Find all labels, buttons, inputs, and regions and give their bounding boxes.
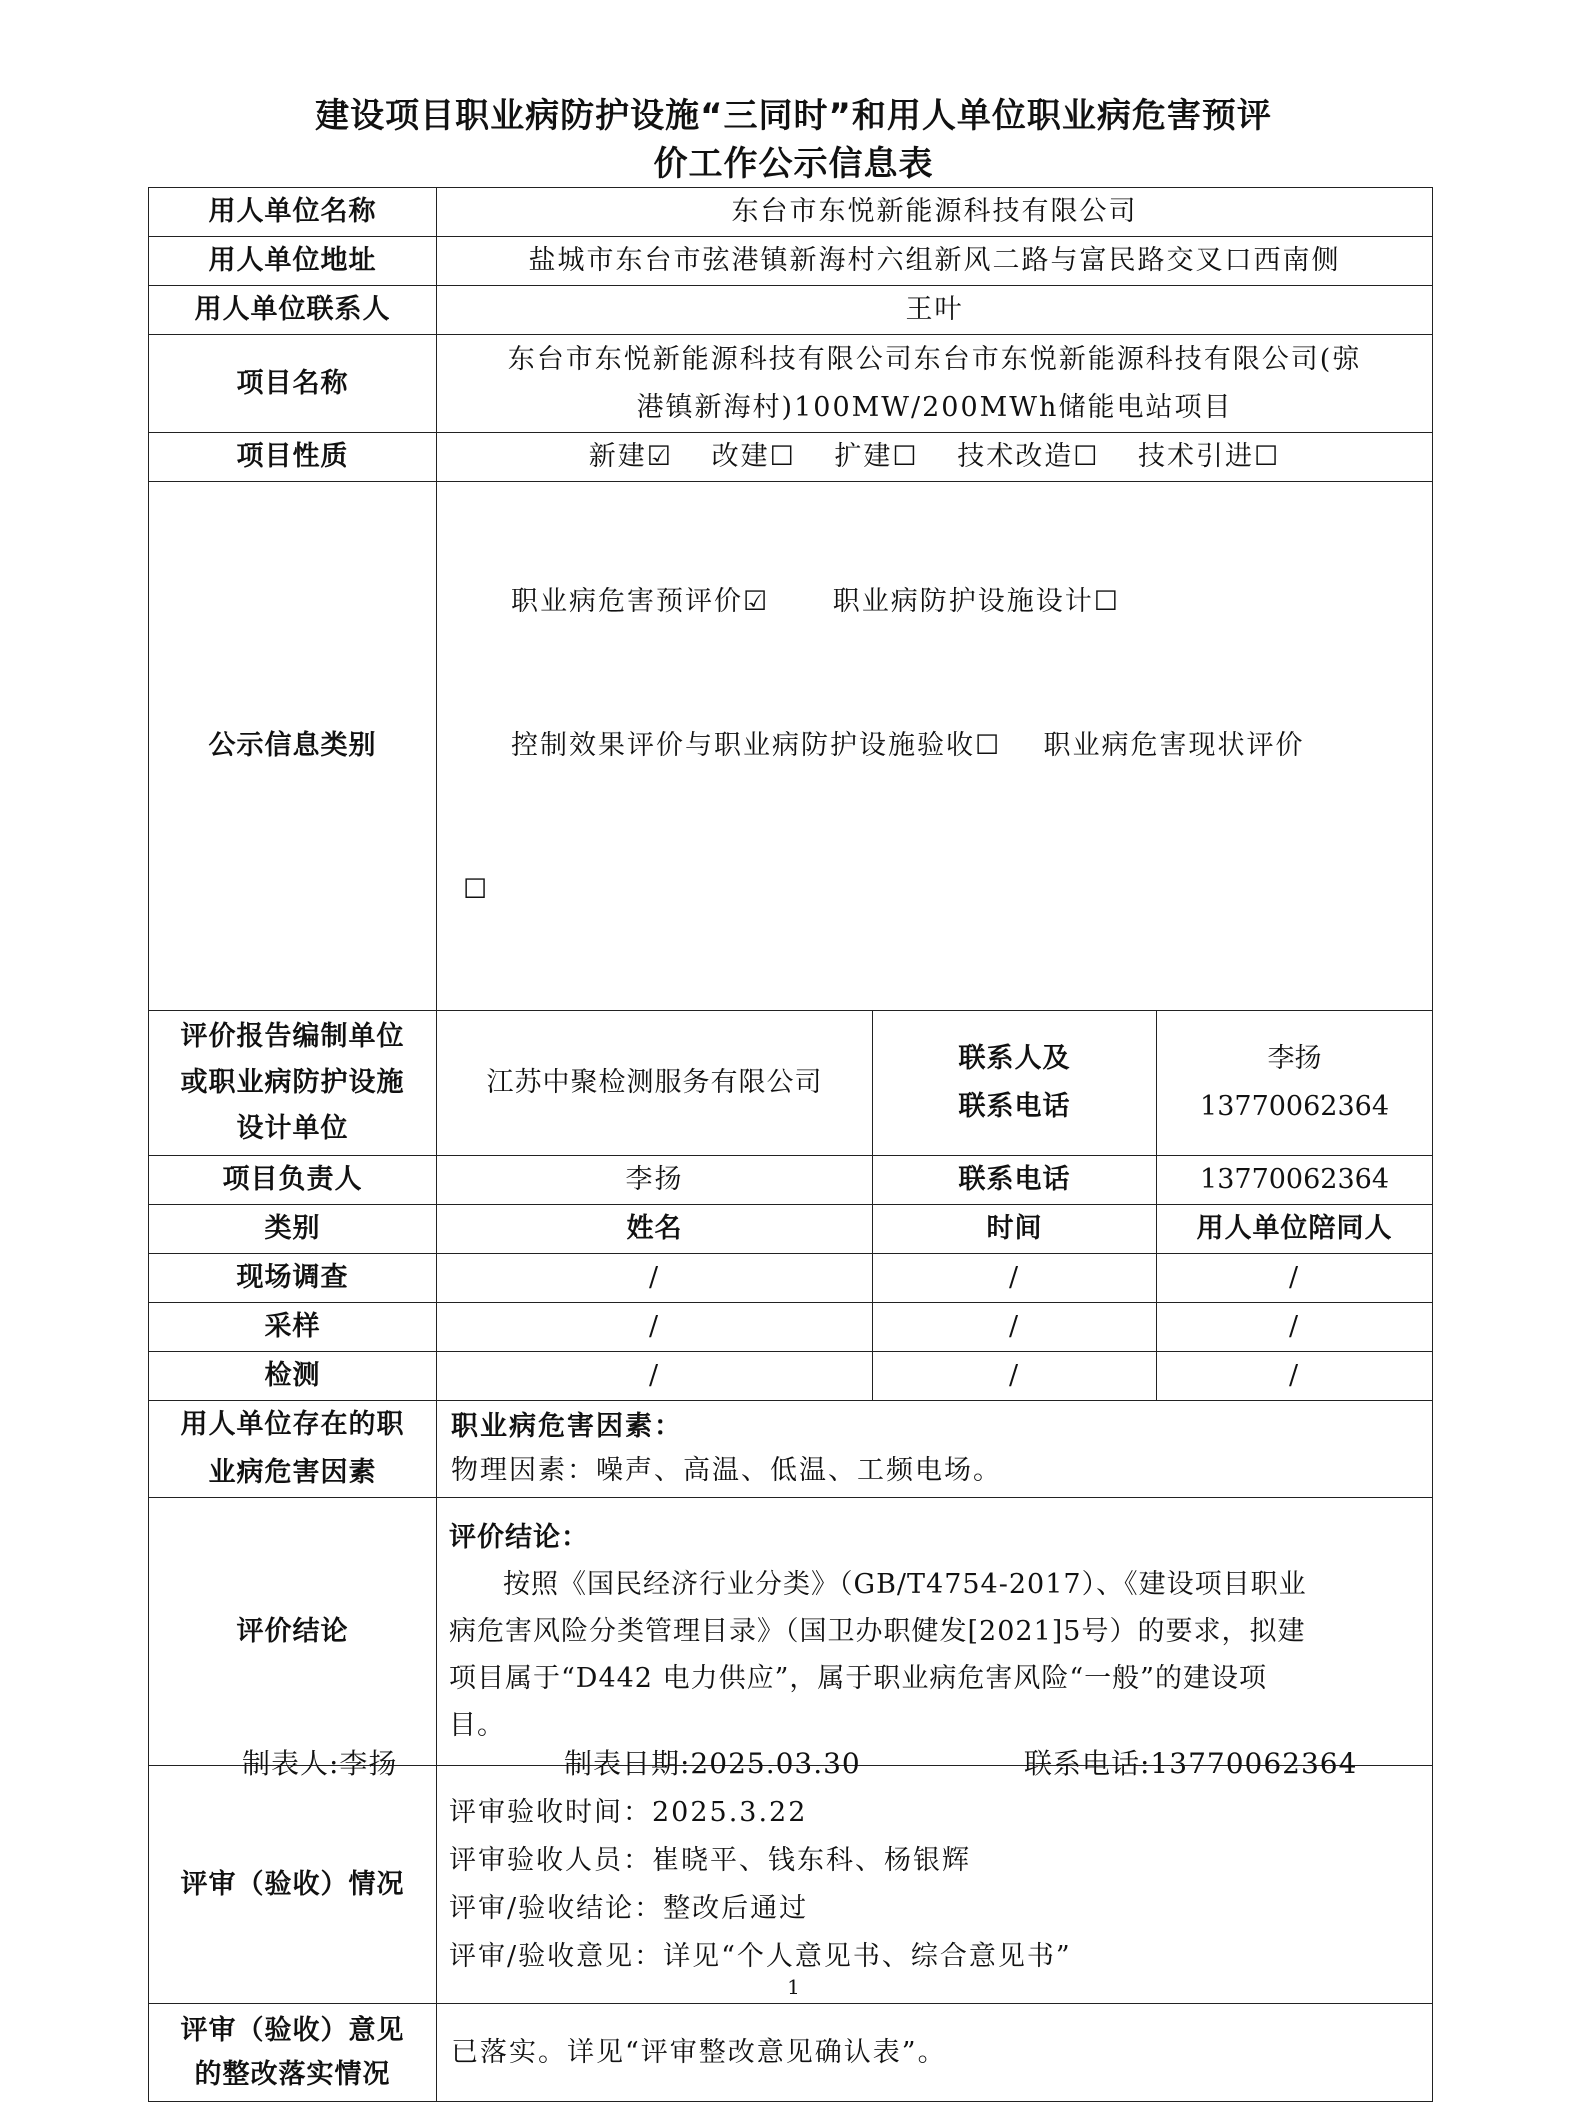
document-title <box>0 92 1587 188</box>
project-name-label: 项目名称 <box>149 335 437 433</box>
activity-companion: / <box>1157 1303 1433 1352</box>
title-line-1: 建设项目职业病防护设施“三同时”和用人单位职业病危害预评 <box>315 96 1272 136</box>
table-row <box>149 1303 1433 1352</box>
conclusion-value <box>437 1498 1433 1766</box>
info-table <box>148 187 1433 2102</box>
rectification-label-line-1: 评审（验收）意见 <box>180 2014 405 2046</box>
activity-time: / <box>873 1254 1157 1303</box>
report-contact-phone: 13770062364 <box>1200 1091 1389 1122</box>
employer-contact-label: 用人单位联系人 <box>149 286 437 335</box>
project-nature-label: 项目性质 <box>149 433 437 482</box>
review-label: 评审（验收）情况 <box>149 1766 437 2004</box>
title-line-2: 价工作公示信息表 <box>653 144 934 184</box>
activity-col-category: 类别 <box>149 1205 437 1254</box>
hazards-text: 物理因素：噪声、高温、低温、工频电场。 <box>451 1455 1002 1486</box>
row-employer-address <box>149 237 1433 286</box>
table-row <box>149 1254 1433 1303</box>
project-lead-phone: 13770062364 <box>1157 1156 1433 1205</box>
review-line-3: 评审/验收结论：整改后通过 <box>449 1892 809 1924</box>
rectification-label-line-2: 的整改落实情况 <box>194 2058 391 2090</box>
activity-label: 检测 <box>149 1352 437 1401</box>
hazards-label-line-1: 用人单位存在的职 <box>180 1409 405 1440</box>
activity-name: / <box>437 1352 873 1401</box>
activity-companion: / <box>1157 1254 1433 1303</box>
employer-address-value: 盐城市东台市弦港镇新海村六组新风二路与富民路交叉口西南侧 <box>437 237 1433 286</box>
nature-option-rebuild: 改建☐ <box>711 441 796 472</box>
info-category-line-1: 职业病危害预评价☑ 职业病防护设施设计☐ <box>511 586 1120 617</box>
row-project-lead <box>149 1156 1433 1205</box>
review-value <box>437 1766 1433 2004</box>
project-name-value <box>437 335 1433 433</box>
info-category-line-2: 控制效果评价与职业病防护设施验收☐ 职业病危害现状评价 <box>511 730 1305 761</box>
row-info-category <box>149 482 1433 1011</box>
nature-option-new: 新建☑ <box>588 441 673 472</box>
project-nature-options <box>437 433 1433 482</box>
review-line-4: 评审/验收意见：详见“个人意见书、综合意见书” <box>449 1940 1072 1972</box>
employer-address-label: 用人单位地址 <box>149 237 437 286</box>
activity-time: / <box>873 1352 1157 1401</box>
hazards-label-line-2: 业病危害因素 <box>208 1457 377 1488</box>
report-contact-value <box>1157 1011 1433 1156</box>
rectification-value: 已落实。详见“评审整改意见确认表”。 <box>437 2004 1433 2102</box>
row-report-unit <box>149 1011 1433 1156</box>
project-lead-phone-label: 联系电话 <box>873 1156 1157 1205</box>
row-project-name <box>149 335 1433 433</box>
footer-date: 制表日期:2025.03.30 <box>564 1747 861 1780</box>
report-unit-label-line-3: 设计单位 <box>236 1113 349 1144</box>
row-rectification <box>149 2004 1433 2102</box>
conclusion-line-3: 项目属于“D442 电力供应”，属于职业病危害风险“一般”的建设项 <box>449 1663 1267 1694</box>
activity-col-companion: 用人单位陪同人 <box>1157 1205 1433 1254</box>
row-employer-name <box>149 188 1433 237</box>
employer-name-value: 东台市东悦新能源科技有限公司 <box>437 188 1433 237</box>
footer-phone: 联系电话:13770062364 <box>1024 1747 1358 1780</box>
table-row <box>149 1352 1433 1401</box>
row-project-nature <box>149 433 1433 482</box>
nature-option-tech-import: 技术引进☐ <box>1138 441 1281 472</box>
activity-col-name: 姓名 <box>437 1205 873 1254</box>
activity-col-time: 时间 <box>873 1205 1157 1254</box>
hazards-value <box>437 1401 1433 1498</box>
employer-contact-value: 王叶 <box>437 286 1433 335</box>
report-contact-label <box>873 1011 1157 1156</box>
hazards-label <box>149 1401 437 1498</box>
activity-name: / <box>437 1303 873 1352</box>
report-contact-label-line-1: 联系人及 <box>958 1043 1071 1074</box>
employer-name-label: 用人单位名称 <box>149 188 437 237</box>
activity-time: / <box>873 1303 1157 1352</box>
nature-option-expand: 扩建☐ <box>834 441 919 472</box>
review-line-1: 评审验收时间：2025.3.22 <box>449 1796 808 1828</box>
footer-preparer: 制表人:李扬 <box>242 1747 398 1780</box>
info-category-label: 公示信息类别 <box>149 482 437 1011</box>
report-unit-label <box>149 1011 437 1156</box>
report-contact-name: 李扬 <box>1267 1043 1322 1074</box>
row-employer-contact <box>149 286 1433 335</box>
row-activity-header <box>149 1205 1433 1254</box>
info-category-value <box>437 482 1433 1011</box>
row-review <box>149 1766 1433 2004</box>
conclusion-line-1: 按照《国民经济行业分类》（GB/T4754-2017）、《建设项目职业 <box>503 1569 1307 1600</box>
conclusion-line-4: 目。 <box>449 1710 505 1741</box>
conclusion-heading: 评价结论： <box>449 1522 589 1553</box>
activity-label: 采样 <box>149 1303 437 1352</box>
hazards-heading: 职业病危害因素： <box>451 1411 683 1442</box>
report-unit-value: 江苏中聚检测服务有限公司 <box>437 1011 873 1156</box>
report-contact-label-line-2: 联系电话 <box>958 1091 1071 1122</box>
conclusion-line-2: 病危害风险分类管理目录》（国卫办职健发[2021]5号）的要求，拟建 <box>449 1616 1306 1647</box>
info-category-line-3: ☐ <box>463 874 490 905</box>
row-hazards <box>149 1401 1433 1498</box>
activity-companion: / <box>1157 1352 1433 1401</box>
row-conclusion <box>149 1498 1433 1766</box>
project-lead-value: 李扬 <box>437 1156 873 1205</box>
review-line-2: 评审验收人员：崔晓平、钱东科、杨银辉 <box>449 1844 971 1876</box>
activity-name: / <box>437 1254 873 1303</box>
project-name-line-2: 港镇新海村)100MW/200MWh储能电站项目 <box>636 391 1233 423</box>
project-lead-label: 项目负责人 <box>149 1156 437 1205</box>
report-unit-label-line-1: 评价报告编制单位 <box>180 1021 405 1052</box>
conclusion-label: 评价结论 <box>149 1498 437 1766</box>
rectification-label <box>149 2004 437 2102</box>
nature-option-tech-transform: 技术改造☐ <box>957 441 1100 472</box>
report-unit-label-line-2: 或职业病防护设施 <box>180 1067 405 1098</box>
project-name-line-1: 东台市东悦新能源科技有限公司东台市东悦新能源科技有限公司(弶 <box>507 343 1362 375</box>
activity-label: 现场调查 <box>149 1254 437 1303</box>
page-number: 1 <box>787 1975 800 1999</box>
